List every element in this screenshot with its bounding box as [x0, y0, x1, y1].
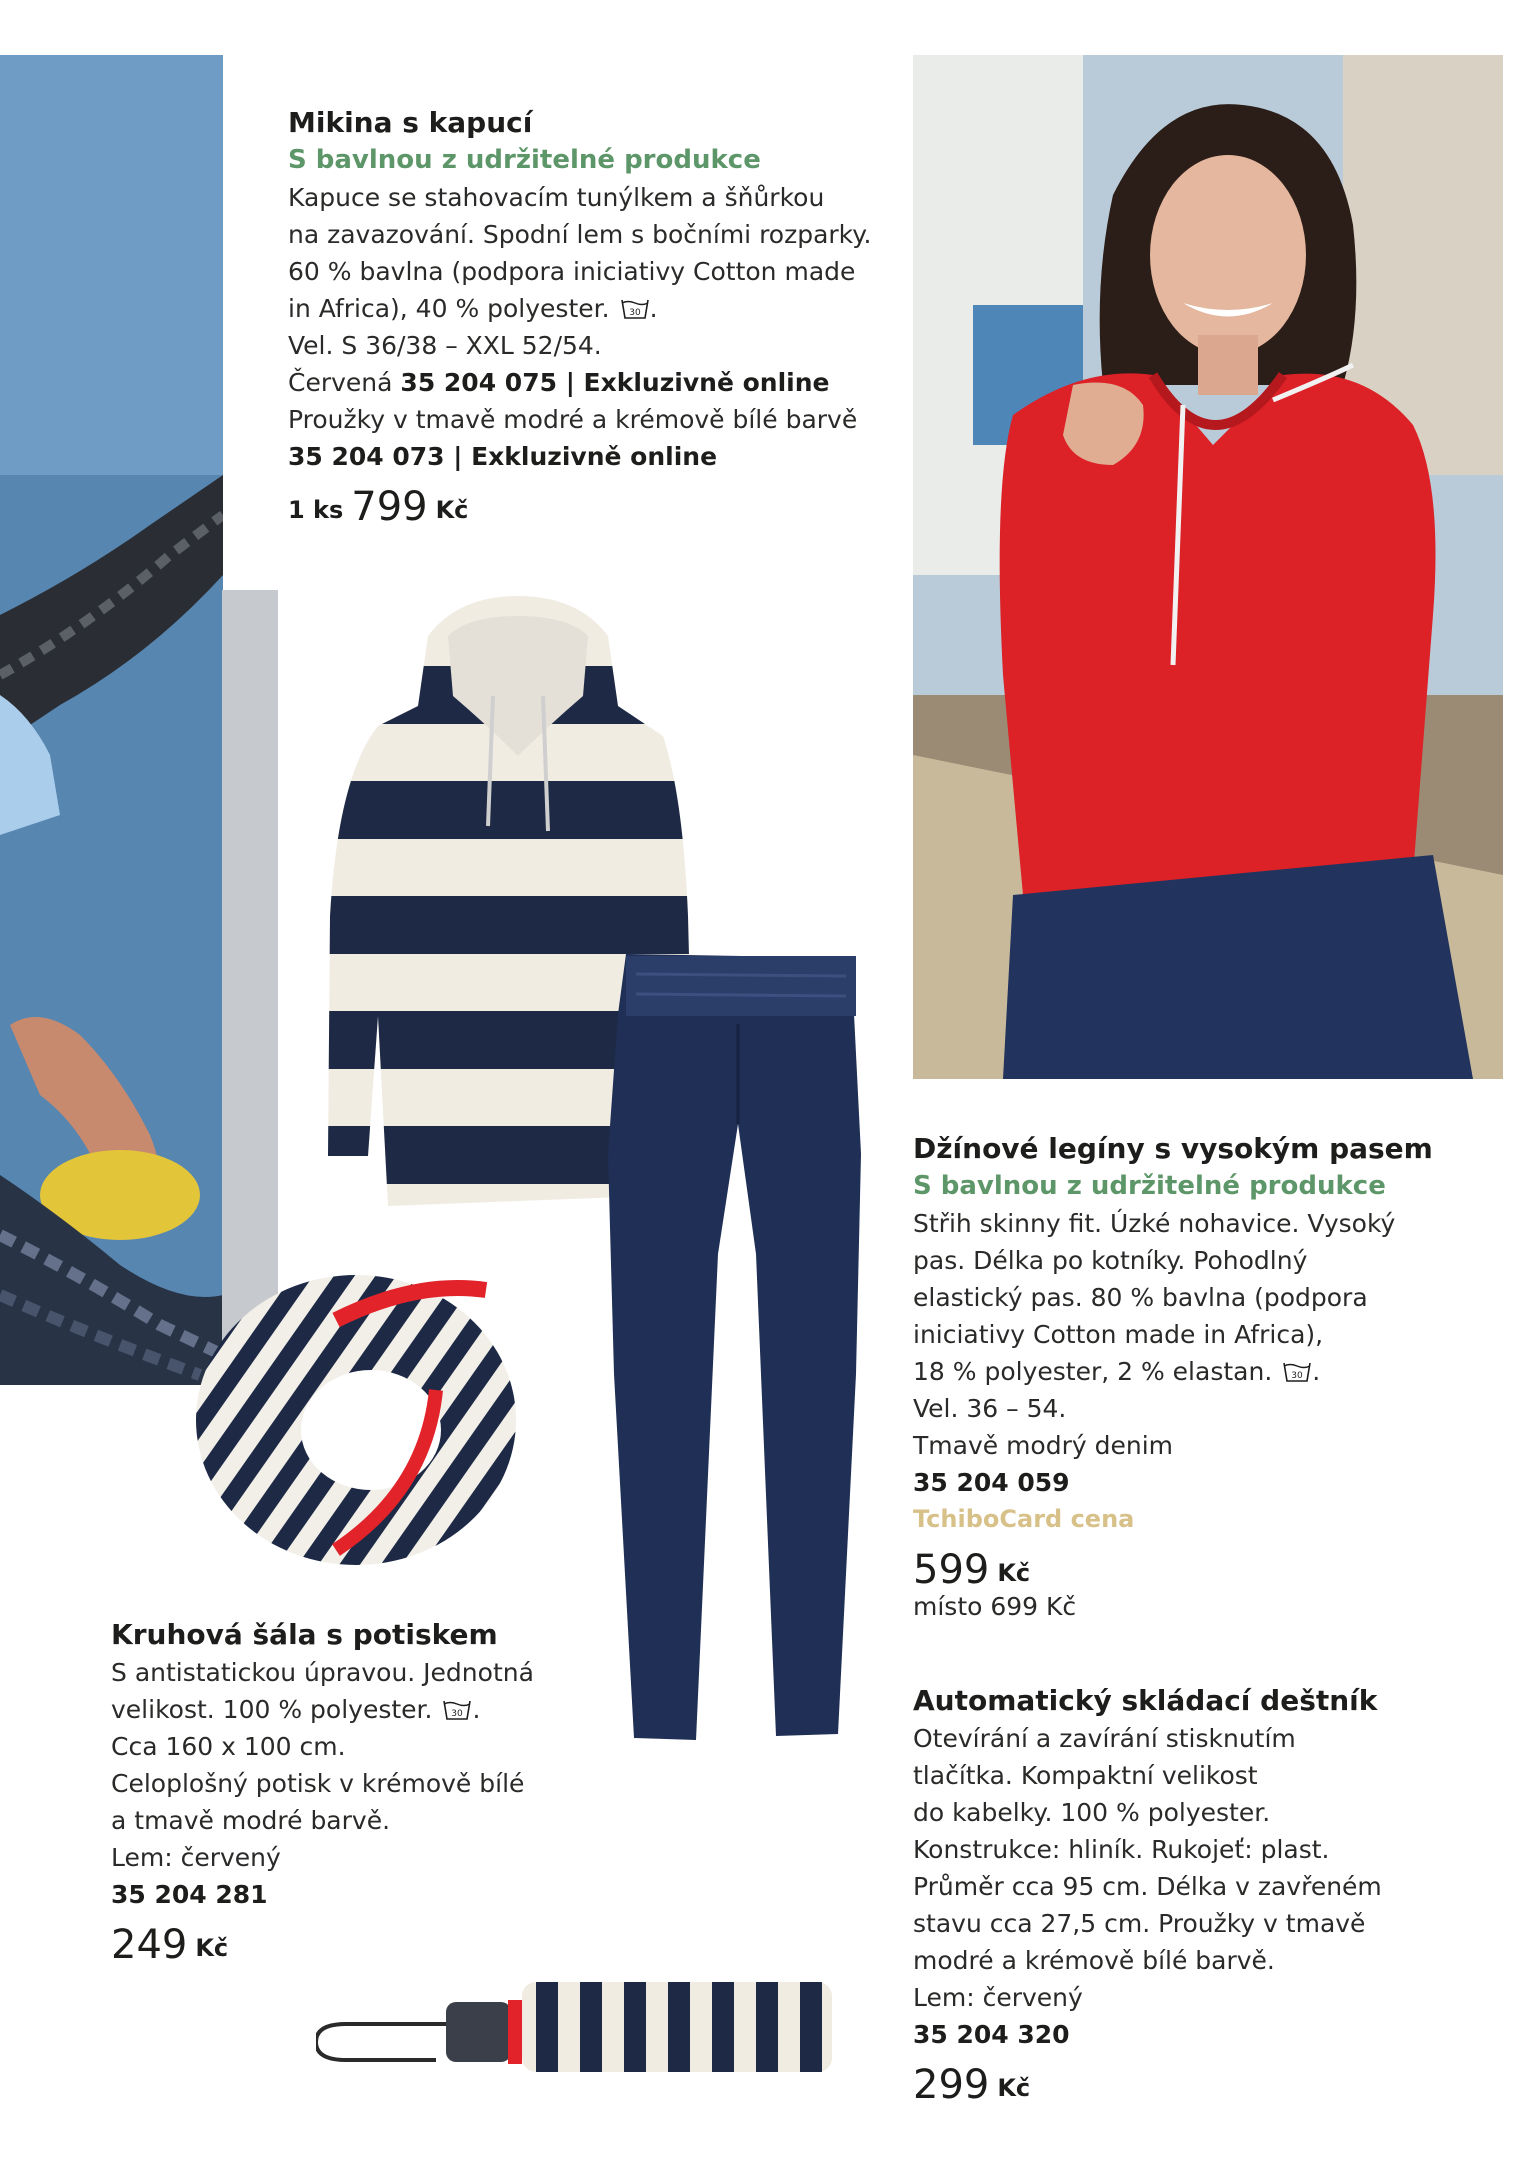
- harbor-photo-left: [0, 55, 223, 1385]
- umbrella-desc-1: Otevírání a zavírání stisknutím: [913, 1724, 1296, 1753]
- leggings-desc-1: Střih skinny fit. Úzké nohavice. Vysoký: [913, 1209, 1396, 1238]
- umbrella-desc-7: modré a krémově bílé barvě.: [913, 1946, 1275, 1975]
- umbrella-code: 35 204 320: [913, 2020, 1070, 2049]
- hoodie-desc-3: 60 % bavlna (podpora iniciativy Cotton made: [288, 257, 856, 286]
- scarf-price: [111, 1922, 581, 1968]
- hoodie-currency: Kč: [435, 496, 469, 524]
- hoodie-variant-2-color: Proužky v tmavě modré a krémově bílé barvě: [288, 405, 858, 434]
- umbrella-desc-6: stavu cca 27,5 cm. Proužky v tmavě: [913, 1909, 1366, 1938]
- hoodie-sizes: Vel. S 36/38 – XXL 52/54.: [288, 331, 602, 360]
- wash-30-icon: [620, 298, 650, 320]
- harbor-scene-illustration: [0, 55, 223, 1385]
- umbrella-desc-5: Průměr cca 95 cm. Délka v zavřeném: [913, 1872, 1382, 1901]
- hoodie-desc-4-line: in Africa), 40 % polyester. 30 .: [288, 294, 658, 323]
- scarf-title: Kruhová šála s potiskem: [111, 1618, 498, 1651]
- red-hoodie-model-photo: [913, 55, 1503, 1079]
- circle-scarf-image: [186, 1250, 526, 1590]
- scarf-currency: Kč: [195, 1934, 229, 1962]
- scarf-code: 35 204 281: [111, 1880, 268, 1909]
- scarf-desc-1: S antistatickou úpravou. Jednotná: [111, 1658, 534, 1687]
- leggings-desc-5: 18 % polyester, 2 % elastan.: [913, 1357, 1273, 1386]
- umbrella-currency: Kč: [997, 2074, 1031, 2102]
- umbrella-desc-2: tlačítka. Kompaktní velikost: [913, 1761, 1258, 1790]
- hoodie-variant-2-code: 35 204 073 | Exkluzivně online: [288, 442, 718, 471]
- tchibocard-label: TchiboCard cena: [913, 1505, 1135, 1533]
- leggings-color: Tmavě modrý denim: [913, 1431, 1173, 1460]
- umbrella-desc-4: Konstrukce: hliník. Rukojeť: plast.: [913, 1835, 1330, 1864]
- leggings-price-value: 599: [913, 1547, 990, 1593]
- scarf-desc-4: a tmavě modré barvě.: [111, 1806, 391, 1835]
- wash-temp: 30: [1291, 1371, 1303, 1381]
- hoodie-variant-1-code: 35 204 075 | Exkluzivně online: [400, 368, 830, 397]
- denim-leggings-image: [606, 954, 866, 1744]
- leggings-desc-3: elastický pas. 80 % bavlna (podpora: [913, 1283, 1368, 1312]
- wash-30-icon: [442, 1699, 472, 1721]
- leggings-product-block: [913, 1130, 1503, 1625]
- leggings-code: 35 204 059: [913, 1468, 1070, 1497]
- leggings-sizes: Vel. 36 – 54.: [913, 1394, 1067, 1423]
- hoodie-price-value: 799: [351, 484, 428, 530]
- leggings-desc-2: pas. Délka po kotníky. Pohodlný: [913, 1246, 1308, 1275]
- hoodie-desc-4: in Africa), 40 % polyester.: [288, 294, 610, 323]
- umbrella-price-value: 299: [913, 2062, 990, 2108]
- hoodie-product-block: [288, 104, 888, 529]
- leggings-desc-4: iniciativy Cotton made in Africa),: [913, 1320, 1324, 1349]
- umbrella-product-block: [913, 1682, 1503, 2107]
- model-illustration: [913, 55, 1503, 1079]
- hoodie-desc-2: na zavazování. Spodní lem s bočními rozparky.: [288, 220, 872, 249]
- folding-umbrella-image: [316, 1972, 856, 2082]
- wash-temp: 30: [628, 308, 641, 318]
- wash-30-icon: [1282, 1361, 1312, 1383]
- hoodie-tagline: S bavlnou z udržitelné produkce: [288, 145, 761, 175]
- scarf-hem: Lem: červený: [111, 1843, 281, 1872]
- leggings-desc-5-line: 18 % polyester, 2 % elastan. 30 .: [913, 1357, 1321, 1386]
- scarf-size: Cca 160 x 100 cm.: [111, 1732, 346, 1761]
- hoodie-title: Mikina s kapucí: [288, 106, 533, 139]
- leggings-price: [913, 1547, 1503, 1593]
- leggings-title: Džínové legíny s vysokým pasem: [913, 1132, 1433, 1165]
- hoodie-variant-1-color: Červená: [288, 368, 393, 397]
- leggings-old-price: místo 699 Kč: [913, 1592, 1077, 1621]
- umbrella-desc-3: do kabelky. 100 % polyester.: [913, 1798, 1271, 1827]
- scarf-desc-2-line: velikost. 100 % polyester. 30 .: [111, 1695, 481, 1724]
- scarf-desc-2: velikost. 100 % polyester.: [111, 1695, 433, 1724]
- umbrella-price: [913, 2062, 1503, 2108]
- hoodie-price: [288, 484, 888, 530]
- umbrella-hem: Lem: červený: [913, 1983, 1083, 2012]
- hoodie-desc-1: Kapuce se stahovacím tunýlkem a šňůrkou: [288, 183, 825, 212]
- umbrella-title: Automatický skládací deštník: [913, 1684, 1378, 1717]
- scarf-price-value: 249: [111, 1922, 188, 1968]
- leggings-tagline: S bavlnou z udržitelné produkce: [913, 1171, 1386, 1201]
- wash-temp: 30: [451, 1709, 464, 1719]
- hoodie-qty: 1 ks: [288, 496, 344, 524]
- hoodie-variant-1: [288, 364, 888, 401]
- scarf-product-block: [111, 1616, 581, 1967]
- leggings-currency: Kč: [997, 1559, 1031, 1587]
- scarf-desc-3: Celoplošný potisk v krémově bílé: [111, 1769, 525, 1798]
